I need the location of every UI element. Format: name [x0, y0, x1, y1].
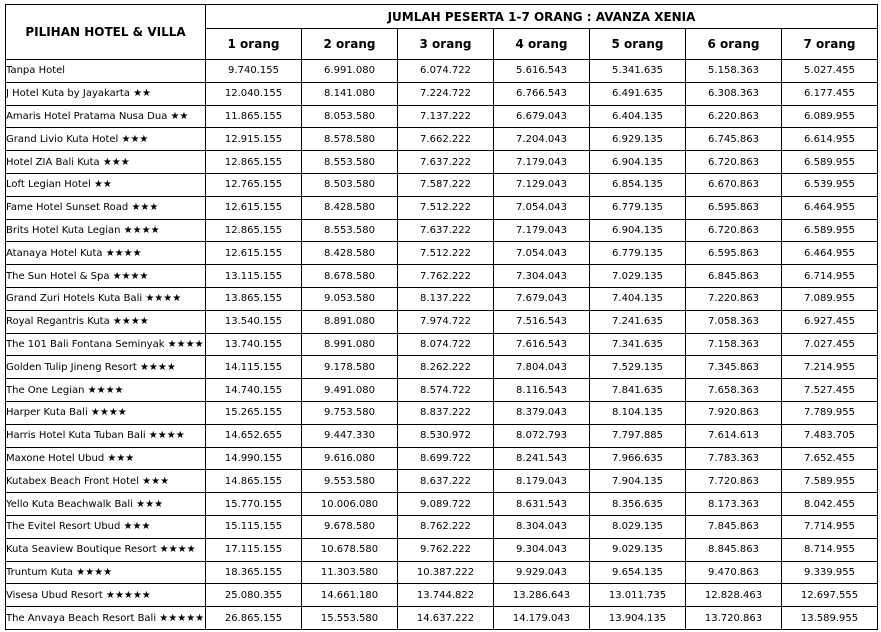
- column-header-2-orang: 2 orang: [302, 29, 398, 60]
- price-table: [5, 4, 878, 630]
- price-cell: 8.241.543: [494, 447, 590, 470]
- table-row: [6, 219, 878, 242]
- table-row: [6, 515, 878, 538]
- price-cell: 9.304.043: [494, 538, 590, 561]
- hotel-name: Royal Regantris Kuta ★★★★: [6, 310, 206, 333]
- price-cell: 7.220.863: [686, 287, 782, 310]
- price-cell: 8.173.363: [686, 493, 782, 516]
- price-cell: 5.341.635: [590, 60, 686, 83]
- hotel-name: Grand Livio Kuta Hotel ★★★: [6, 128, 206, 151]
- table-row: [6, 401, 878, 424]
- price-cell: 8.699.722: [398, 447, 494, 470]
- price-cell: 13.720.863: [686, 607, 782, 630]
- price-cell: 6.464.955: [782, 196, 878, 219]
- table-row: [6, 424, 878, 447]
- hotel-name: Yello Kuta Beachwalk Bali ★★★: [6, 493, 206, 516]
- price-cell: 6.904.135: [590, 151, 686, 174]
- price-cell: 26.865.155: [206, 607, 302, 630]
- price-cell: 6.539.955: [782, 173, 878, 196]
- price-cell: 9.178.580: [302, 356, 398, 379]
- price-cell: 8.553.580: [302, 151, 398, 174]
- table-row: [6, 538, 878, 561]
- price-cell: 7.789.955: [782, 401, 878, 424]
- price-cell: 7.797.885: [590, 424, 686, 447]
- price-cell: 6.779.135: [590, 242, 686, 265]
- price-cell: 7.341.635: [590, 333, 686, 356]
- price-cell: 12.915.155: [206, 128, 302, 151]
- price-cell: 7.966.635: [590, 447, 686, 470]
- price-cell: 9.339.955: [782, 561, 878, 584]
- table-row: [6, 561, 878, 584]
- price-cell: 9.654.135: [590, 561, 686, 584]
- price-cell: 6.177.455: [782, 82, 878, 105]
- price-cell: 6.074.722: [398, 60, 494, 83]
- price-cell: 7.841.635: [590, 379, 686, 402]
- price-cell: 9.053.580: [302, 287, 398, 310]
- price-cell: 8.837.222: [398, 401, 494, 424]
- price-cell: 10.387.222: [398, 561, 494, 584]
- hotel-name: Kuta Seaview Boutique Resort ★★★★: [6, 538, 206, 561]
- hotel-name: Grand Zuri Hotels Kuta Bali ★★★★: [6, 287, 206, 310]
- price-cell: 6.927.455: [782, 310, 878, 333]
- hotel-name: Maxone Hotel Ubud ★★★: [6, 447, 206, 470]
- hotel-name: Amaris Hotel Pratama Nusa Dua ★★: [6, 105, 206, 128]
- price-cell: 13.904.135: [590, 607, 686, 630]
- price-cell: 6.904.135: [590, 219, 686, 242]
- price-cell: 17.115.155: [206, 538, 302, 561]
- price-cell: 7.512.222: [398, 242, 494, 265]
- price-cell: 6.854.135: [590, 173, 686, 196]
- hotel-name: Truntum Kuta ★★★★: [6, 561, 206, 584]
- price-cell: 14.990.155: [206, 447, 302, 470]
- price-cell: 7.762.222: [398, 265, 494, 288]
- table-row: [6, 265, 878, 288]
- price-cell: 7.904.135: [590, 470, 686, 493]
- table-row: [6, 128, 878, 151]
- price-cell: 7.637.222: [398, 219, 494, 242]
- table-row: [6, 607, 878, 630]
- price-cell: 9.089.722: [398, 493, 494, 516]
- price-cell: 9.470.863: [686, 561, 782, 584]
- price-cell: 7.658.363: [686, 379, 782, 402]
- price-cell: 6.720.863: [686, 151, 782, 174]
- price-cell: 7.587.222: [398, 173, 494, 196]
- price-cell: 8.530.972: [398, 424, 494, 447]
- price-cell: 15.770.155: [206, 493, 302, 516]
- price-cell: 13.115.155: [206, 265, 302, 288]
- table-row: [6, 356, 878, 379]
- price-cell: 9.762.222: [398, 538, 494, 561]
- column-header-6-orang: 6 orang: [686, 29, 782, 60]
- price-cell: 9.447.330: [302, 424, 398, 447]
- table-row: [6, 584, 878, 607]
- price-cell: 7.029.135: [590, 265, 686, 288]
- price-cell: 14.179.043: [494, 607, 590, 630]
- price-cell: 8.991.080: [302, 333, 398, 356]
- price-cell: 7.089.955: [782, 287, 878, 310]
- price-cell: 7.158.363: [686, 333, 782, 356]
- price-cell: 5.027.455: [782, 60, 878, 83]
- price-cell: 7.529.135: [590, 356, 686, 379]
- table-row: [6, 470, 878, 493]
- price-cell: 13.286.643: [494, 584, 590, 607]
- price-cell: 8.631.543: [494, 493, 590, 516]
- price-cell: 12.828.463: [686, 584, 782, 607]
- price-cell: 12.615.155: [206, 196, 302, 219]
- price-cell: 9.029.135: [590, 538, 686, 561]
- price-cell: 13.744.822: [398, 584, 494, 607]
- price-cell: 7.027.455: [782, 333, 878, 356]
- column-header-3-orang: 3 orang: [398, 29, 494, 60]
- hotel-name: Harris Hotel Kuta Tuban Bali ★★★★: [6, 424, 206, 447]
- price-cell: 9.491.080: [302, 379, 398, 402]
- price-cell: 6.679.043: [494, 105, 590, 128]
- price-cell: 12.865.155: [206, 219, 302, 242]
- price-cell: 12.697.555: [782, 584, 878, 607]
- price-cell: 6.491.635: [590, 82, 686, 105]
- table-row: [6, 493, 878, 516]
- price-cell: 14.115.155: [206, 356, 302, 379]
- price-cell: 6.714.955: [782, 265, 878, 288]
- price-cell: 6.308.363: [686, 82, 782, 105]
- price-cell: 8.104.135: [590, 401, 686, 424]
- price-cell: 14.865.155: [206, 470, 302, 493]
- price-cell: 6.220.863: [686, 105, 782, 128]
- price-cell: 6.404.135: [590, 105, 686, 128]
- table-row: [6, 60, 878, 83]
- price-cell: 6.589.955: [782, 151, 878, 174]
- price-cell: 7.920.863: [686, 401, 782, 424]
- price-cell: 13.740.155: [206, 333, 302, 356]
- hotel-name: Tanpa Hotel: [6, 60, 206, 83]
- hotel-name: The Evitel Resort Ubud ★★★: [6, 515, 206, 538]
- price-cell: 14.661.180: [302, 584, 398, 607]
- price-cell: 7.614.613: [686, 424, 782, 447]
- price-cell: 14.652.655: [206, 424, 302, 447]
- price-cell: 7.224.722: [398, 82, 494, 105]
- price-cell: 25.080.355: [206, 584, 302, 607]
- price-cell: 8.762.222: [398, 515, 494, 538]
- price-cell: 6.720.863: [686, 219, 782, 242]
- price-cell: 8.116.543: [494, 379, 590, 402]
- hotel-name: Atanaya Hotel Kuta ★★★★: [6, 242, 206, 265]
- price-cell: 7.527.455: [782, 379, 878, 402]
- price-cell: 12.040.155: [206, 82, 302, 105]
- price-cell: 6.845.863: [686, 265, 782, 288]
- table-row: [6, 173, 878, 196]
- price-cell: 7.179.043: [494, 151, 590, 174]
- table-row: [6, 379, 878, 402]
- price-cell: 7.179.043: [494, 219, 590, 242]
- hotel-name: Visesa Ubud Resort ★★★★★: [6, 584, 206, 607]
- price-cell: 8.714.955: [782, 538, 878, 561]
- price-cell: 7.483.705: [782, 424, 878, 447]
- price-cell: 11.865.155: [206, 105, 302, 128]
- table-row: [6, 310, 878, 333]
- price-cell: 7.783.363: [686, 447, 782, 470]
- price-cell: 8.074.722: [398, 333, 494, 356]
- price-cell: 7.404.135: [590, 287, 686, 310]
- table-body: [6, 60, 878, 630]
- price-cell: 8.578.580: [302, 128, 398, 151]
- table-row: [6, 333, 878, 356]
- price-cell: 14.637.222: [398, 607, 494, 630]
- price-cell: 7.804.043: [494, 356, 590, 379]
- price-cell: 7.974.722: [398, 310, 494, 333]
- hotel-name: The 101 Bali Fontana Seminyak ★★★★: [6, 333, 206, 356]
- price-cell: 8.304.043: [494, 515, 590, 538]
- price-cell: 5.616.543: [494, 60, 590, 83]
- hotel-name: Golden Tulip Jineng Resort ★★★★: [6, 356, 206, 379]
- price-cell: 11.303.580: [302, 561, 398, 584]
- table-row: [6, 196, 878, 219]
- price-cell: 15.265.155: [206, 401, 302, 424]
- price-cell: 8.379.043: [494, 401, 590, 424]
- price-cell: 8.503.580: [302, 173, 398, 196]
- price-cell: 6.614.955: [782, 128, 878, 151]
- price-cell: 15.115.155: [206, 515, 302, 538]
- price-cell: 13.540.155: [206, 310, 302, 333]
- price-cell: 6.991.080: [302, 60, 398, 83]
- price-cell: 8.141.080: [302, 82, 398, 105]
- price-cell: 9.929.043: [494, 561, 590, 584]
- price-cell: 7.616.543: [494, 333, 590, 356]
- table-row: [6, 447, 878, 470]
- price-cell: 8.356.635: [590, 493, 686, 516]
- price-cell: 7.662.222: [398, 128, 494, 151]
- price-cell: 7.054.043: [494, 196, 590, 219]
- price-cell: 7.516.543: [494, 310, 590, 333]
- price-cell: 7.720.863: [686, 470, 782, 493]
- price-cell: 8.553.580: [302, 219, 398, 242]
- hotel-name: Loft Legian Hotel ★★: [6, 173, 206, 196]
- price-cell: 12.765.155: [206, 173, 302, 196]
- price-cell: 18.365.155: [206, 561, 302, 584]
- hotel-name: J Hotel Kuta by Jayakarta ★★: [6, 82, 206, 105]
- price-cell: 7.679.043: [494, 287, 590, 310]
- price-cell: 7.652.455: [782, 447, 878, 470]
- price-cell: 8.029.135: [590, 515, 686, 538]
- price-cell: 7.137.222: [398, 105, 494, 128]
- price-cell: 6.766.543: [494, 82, 590, 105]
- price-cell: 7.054.043: [494, 242, 590, 265]
- price-cell: 6.745.863: [686, 128, 782, 151]
- table-header: [6, 5, 878, 60]
- price-cell: 6.779.135: [590, 196, 686, 219]
- hotel-name: The Anvaya Beach Resort Bali ★★★★★: [6, 607, 206, 630]
- price-cell: 8.891.080: [302, 310, 398, 333]
- price-cell: 7.345.863: [686, 356, 782, 379]
- table-row: [6, 105, 878, 128]
- price-cell: 8.428.580: [302, 196, 398, 219]
- price-cell: 12.615.155: [206, 242, 302, 265]
- price-cell: 13.865.155: [206, 287, 302, 310]
- hotel-name: The Sun Hotel & Spa ★★★★: [6, 265, 206, 288]
- price-cell: 13.589.955: [782, 607, 878, 630]
- price-cell: 8.179.043: [494, 470, 590, 493]
- table-row: [6, 242, 878, 265]
- price-cell: 13.011.735: [590, 584, 686, 607]
- price-cell: 6.589.955: [782, 219, 878, 242]
- price-cell: 7.241.635: [590, 310, 686, 333]
- price-cell: 9.753.580: [302, 401, 398, 424]
- price-cell: 8.262.222: [398, 356, 494, 379]
- price-cell: 8.574.722: [398, 379, 494, 402]
- price-cell: 7.129.043: [494, 173, 590, 196]
- hotel-name: The One Legian ★★★★: [6, 379, 206, 402]
- column-header-1-orang: 1 orang: [206, 29, 302, 60]
- price-cell: 5.158.363: [686, 60, 782, 83]
- hotel-name: Harper Kuta Bali ★★★★: [6, 401, 206, 424]
- column-header-5-orang: 5 orang: [590, 29, 686, 60]
- price-cell: 15.553.580: [302, 607, 398, 630]
- price-cell: 8.678.580: [302, 265, 398, 288]
- price-cell: 7.304.043: [494, 265, 590, 288]
- price-cell: 7.845.863: [686, 515, 782, 538]
- table-row: [6, 151, 878, 174]
- price-cell: 7.714.955: [782, 515, 878, 538]
- price-cell: 9.740.155: [206, 60, 302, 83]
- price-cell: 6.464.955: [782, 242, 878, 265]
- hotel-name: Brits Hotel Kuta Legian ★★★★: [6, 219, 206, 242]
- price-cell: 6.089.955: [782, 105, 878, 128]
- group-title: JUMLAH PESERTA 1-7 ORANG : AVANZA XENIA: [206, 5, 878, 29]
- hotel-column-header: PILIHAN HOTEL & VILLA: [6, 5, 206, 60]
- price-cell: 8.637.222: [398, 470, 494, 493]
- price-cell: 6.929.135: [590, 128, 686, 151]
- price-cell: 9.616.080: [302, 447, 398, 470]
- price-cell: 7.512.222: [398, 196, 494, 219]
- price-cell: 8.845.863: [686, 538, 782, 561]
- price-cell: 8.072.793: [494, 424, 590, 447]
- column-header-7-orang: 7 orang: [782, 29, 878, 60]
- price-cell: 7.204.043: [494, 128, 590, 151]
- price-cell: 10.678.580: [302, 538, 398, 561]
- hotel-name: Fame Hotel Sunset Road ★★★: [6, 196, 206, 219]
- table-row: [6, 287, 878, 310]
- price-cell: 9.678.580: [302, 515, 398, 538]
- hotel-name: Hotel ZIA Bali Kuta ★★★: [6, 151, 206, 174]
- price-cell: 9.553.580: [302, 470, 398, 493]
- price-cell: 7.058.363: [686, 310, 782, 333]
- column-header-4-orang: 4 orang: [494, 29, 590, 60]
- hotel-name: Kutabex Beach Front Hotel ★★★: [6, 470, 206, 493]
- price-cell: 10.006.080: [302, 493, 398, 516]
- price-cell: 7.637.222: [398, 151, 494, 174]
- price-cell: 8.042.455: [782, 493, 878, 516]
- table-row: [6, 82, 878, 105]
- price-cell: 14.740.155: [206, 379, 302, 402]
- price-cell: 12.865.155: [206, 151, 302, 174]
- price-cell: 7.589.955: [782, 470, 878, 493]
- price-cell: 8.428.580: [302, 242, 398, 265]
- price-cell: 8.137.222: [398, 287, 494, 310]
- price-cell: 8.053.580: [302, 105, 398, 128]
- price-cell: 6.595.863: [686, 242, 782, 265]
- price-cell: 7.214.955: [782, 356, 878, 379]
- price-cell: 6.670.863: [686, 173, 782, 196]
- price-cell: 6.595.863: [686, 196, 782, 219]
